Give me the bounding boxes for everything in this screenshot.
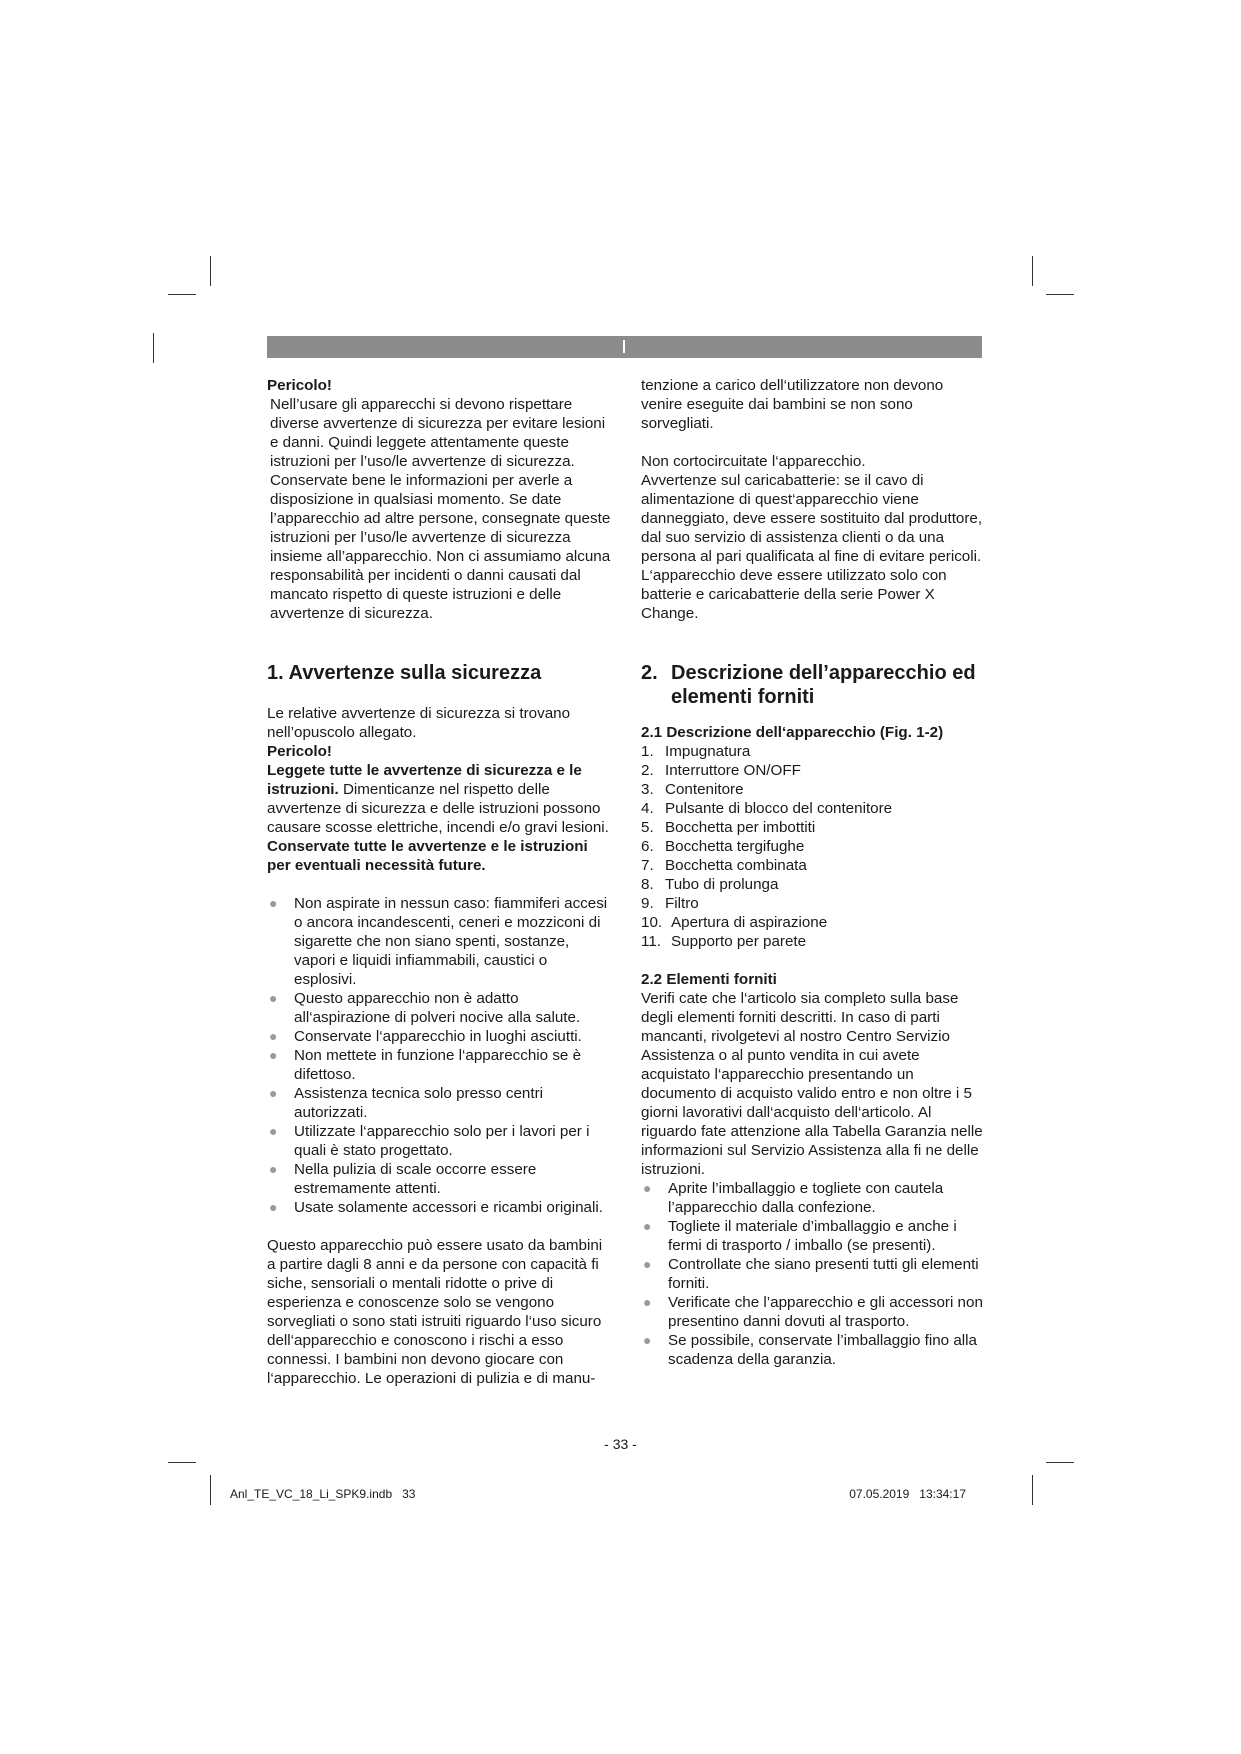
crop-mark [1046,1462,1074,1463]
short-circuit-warning: Non cortocircuitate l‘apparecchio. [641,453,866,470]
parts-list [641,742,986,951]
list-item: ● Utilizzate l‘apparecchio solo per i lavori per i quali è stato progettato. [269,1123,590,1159]
list-item: ● Controllate che siano presenti tutti gli elementi forniti. [643,1256,979,1292]
list-item: 8. Tubo di prolunga [641,876,779,893]
subsection-2-2-title: 2.2 Elementi forniti [641,971,777,988]
bullet-icon: ● [643,1218,652,1234]
crop-mark [168,1462,196,1463]
list-item: 11. Supporto per parete [641,933,807,950]
section-2-title-line2: elementi forniti [671,686,815,708]
delivery-bullet-list [641,1179,986,1369]
bullet-icon: ● [643,1332,652,1348]
section-1-title: 1. Avvertenze sulla sicurezza [267,662,542,684]
section-1-intro: Le relative avvertenze di sicurezza si trovano nell’opuscolo allegato. [267,705,571,741]
section-2-title-line1: Descrizione dell’apparecchio ed [671,662,976,684]
subsection-2-1-title: 2.1 Descrizione dell‘apparecchio (Fig. 1-2) [641,724,944,741]
crop-mark [210,1475,211,1505]
language-header-bar [267,336,982,358]
list-item: 9. Filtro [641,895,699,912]
danger-title: Pericolo! [267,377,332,394]
bullet-icon: ● [269,1199,278,1215]
right-column [641,376,986,1369]
safety-bullet-list [267,894,612,1217]
list-item: ● Assistenza tecnica solo presso centri autorizzati. [269,1085,544,1121]
footer-filename: Anl_TE_VC_18_Li_SPK9.indb 33 [230,1487,416,1501]
section-2-title [641,661,986,709]
read-instructions [267,761,612,837]
list-item: ● Nella pulizia di scale occorre essere estremamente attenti. [269,1161,537,1197]
page-number: - 33 - [604,1436,637,1452]
list-item: ● Non aspirate in nessun caso: fiammiferi accesi o ancora incandescenti, ceneri e mozziconi di sigarette che non siano spenti, sostanze, vapori e liquidi infiammabili, caustici o esplosivi. [269,895,608,988]
bullet-icon: ● [269,1085,278,1101]
list-item: 6. Bocchetta tergifughe [641,838,805,855]
crop-mark [210,256,211,286]
children-usage-continued: tenzione a carico dell‘utilizzatore non devono venire eseguite dai bambini se non sono sorvegliati. [641,377,944,432]
intro-text: Nell’usare gli apparecchi si devono rispettare diverse avvertenze di sicurezza per evitare lesioni e danni. Quindi leggete attentamente queste istruzioni per l’uso/le avvertenze di sicurezza. Conservate bene le informazioni per averle a disposizione in qualsiasi momento. Se date l’apparecchio ad altre persone, consegnate queste istruzioni per l’uso/le avvertenze di sicurezza insieme all’apparecchio. Non ci assumiamo alcuna responsabilità per incidenti o danni causati dal mancato rispetto di queste istruzioni e delle avvertenze di sicurezza. [270,396,611,622]
bullet-icon: ● [643,1294,652,1310]
list-item: 7. Bocchetta combinata [641,857,807,874]
list-item: 5. Bocchetta per imbottiti [641,819,816,836]
danger-title-2: Pericolo! [267,743,332,760]
list-item: ● Aprite l’imballaggio e togliete con cautela l’apparecchio dalla confezione. [643,1180,944,1216]
list-item: ● Questo apparecchio non è adatto all‘aspirazione di polveri nocive alla salute. [269,990,581,1026]
read-instructions-rest: Dimenticanze nel rispetto delle avvertenze di sicurezza e delle istruzioni possono causare scosse elettriche, incendi e/o gravi lesioni. [267,781,609,836]
keep-instructions: Conservate tutte le avvertenze e le istruzioni per eventuali necessità future. [267,838,588,874]
footer-timestamp: 07.05.2019 13:34:17 [849,1487,966,1501]
read-instructions-bold: Leggete tutte le avvertenze di sicurezza e le istruzioni. [267,762,582,798]
list-item: ● Conservate l‘apparecchio in luoghi asciutti. [269,1028,582,1045]
list-item: 4. Pulsante di blocco del contenitore [641,800,893,817]
bullet-icon: ● [269,1161,278,1177]
crop-mark [168,294,196,295]
list-item: 2. Interruttore ON/OFF [641,762,801,779]
bullet-icon: ● [643,1180,652,1196]
language-code [622,338,625,356]
list-item: ● Usate solamente accessori e ricambi originali. [269,1199,603,1216]
crop-mark [1032,256,1033,286]
list-item: 3. Contenitore [641,781,744,798]
bullet-icon: ● [269,1123,278,1139]
list-item: 10. Apertura di aspirazione [641,914,828,931]
crop-mark [1046,294,1074,295]
crop-mark [153,333,154,363]
bullet-icon: ● [269,990,278,1006]
bullet-icon: ● [269,895,278,911]
bullet-icon: ● [269,1028,278,1044]
children-usage-text: Questo apparecchio può essere usato da bambini a partire dagli 8 anni e da persone con capacità fi siche, sensoriali o mentali ridotte o prive di esperienza e conoscenze solo se vengono sorvegliati o sono stati istruiti riguardo l‘uso sicuro dell‘apparecchio e conoscono i rischi a esso connessi. I bambini non devono giocare con l‘apparecchio. Le operazioni di pulizia e di manu- [267,1237,603,1387]
charger-warning: Avvertenze sul caricabatterie: se il cavo di alimentazione di quest‘apparecchio viene danneggiato, deve essere sostituito dal produttore, dal suo servizio di assistenza clienti o da una persona al pari qualificata al fine di evitare pericoli. L‘apparecchio deve essere utilizzato solo con batterie e caricabatterie della serie Power X Change. [641,472,983,622]
list-item: ● Togliete il materiale d’imballaggio e anche i fermi di trasporto / imballo (se presenti). [643,1218,957,1254]
list-item: 1. Impugnatura [641,743,751,760]
list-item: ● Verificate che l’apparecchio e gli accessori non presentino danni dovuti al trasporto. [643,1294,983,1330]
delivery-check-text: Verifi cate che l‘articolo sia completo sulla base degli elementi forniti descritti. In caso di parti mancanti, rivolgetevi al nostro Centro Servizio Assistenza o al punto vendita in cui avete acquistato l‘apparecchio presentando un documento di acquisto valido entro e non oltre i 5 giorni lavorativi dall‘acquisto dell‘articolo. Al riguardo fate attenzione alla Tabella Garanzia nelle informazioni sul Servizio Assistenza alla fi ne delle istruzioni. [641,990,983,1178]
section-2-number: 2. [641,662,658,684]
list-item: ● Non mettete in funzione l‘apparecchio se è difettoso. [269,1047,582,1083]
bullet-icon: ● [643,1256,652,1272]
bullet-icon: ● [269,1047,278,1063]
list-item: ● Se possibile, conservate l’imballaggio fino alla scadenza della garanzia. [643,1332,977,1368]
crop-mark [1032,1475,1033,1505]
left-column [267,376,612,1388]
